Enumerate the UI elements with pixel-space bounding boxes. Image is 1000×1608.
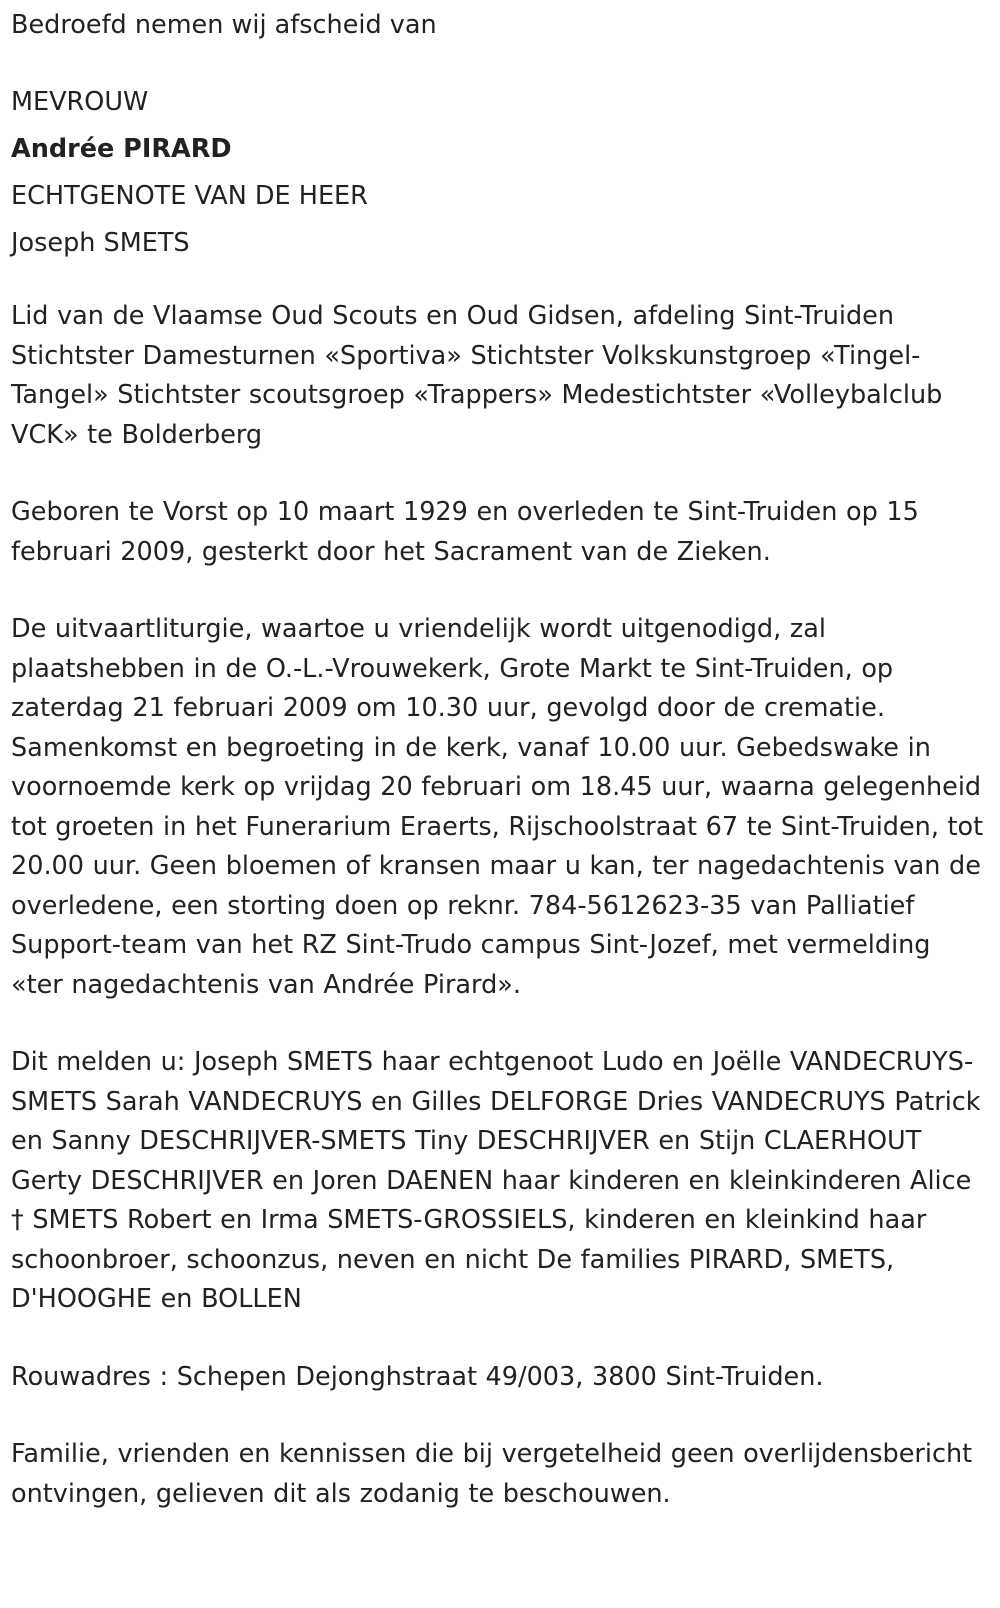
address-paragraph: Rouwadres : Schepen Dejonghstraat 49/003, 3800 Sint-Truiden. <box>11 1361 824 1392</box>
spacer <box>11 455 990 493</box>
birth-death-paragraph: Geboren te Vorst op 10 maart 1929 en overleden te Sint-Truiden op 15 februari 2009, gesterkt door het Sacrament van de Zieken. <box>11 497 919 567</box>
closing-paragraph: Familie, vrienden en kennissen die bij vergetelheid geen overlijdensbericht ontvingen, gelieven dit als zodanig te beschouwen. <box>11 1439 973 1509</box>
spacer <box>11 1320 990 1358</box>
spacer <box>11 572 990 610</box>
deceased-name: Andrée PIRARD <box>11 134 232 164</box>
spouse-label: ECHTGENOTE VAN DE HEER <box>11 181 368 211</box>
intro-text: Bedroefd nemen wij afscheid van <box>11 10 437 40</box>
obituary-page <box>0 2 1000 1608</box>
family-paragraph: Dit melden u: Joseph SMETS haar echtgenoot Ludo en Joëlle VANDECRUYS-SMETS Sarah VANDECRUYS en Gilles DELFORGE Dries VANDECRUYS Patrick en Sanny DESCHRIJVER-SMETS Tiny DESCHRIJVER en Stijn CLAERHOUT Gerty DESCHRIJVER en Joren DAENEN haar kinderen en kleinkinderen Alice † SMETS Robert en Irma SMETS-GROSSIELS, kinderen en kleinkind haar schoonbroer, schoonzus, neven en nicht De families PIRARD, SMETS, D'HOOGHE en BOLLEN <box>11 1047 981 1314</box>
spacer <box>11 1397 990 1435</box>
spouse-name: Joseph SMETS <box>11 228 190 258</box>
funeral-paragraph: De uitvaartliturgie, waartoe u vriendelijk wordt uitgenodigd, zal plaatshebben in de O.-L.-Vrouwekerk, Grote Markt te Sint-Truiden, op zaterdag 21 februari 2009 om 10.30 uur, gevolgd door de crematie. Samenkomst en begroeting in de kerk, vanaf 10.00 uur. Gebedswake in voornoemde kerk op vrijdag 20 februari om 18.45 uur, waarna gelegenheid tot groeten in het Funerarium Eraerts, Rijschoolstraat 67 te Sint-Truiden, tot 20.00 uur. Geen bloemen of kransen maar u kan, ter nagedachtenis van de overledene, een storting doen op reknr. 784-5612623-35 van Palliatief Support-team van het RZ Sint-Trudo campus Sint-Jozef, met vermelding «ter nagedachtenis van Andrée Pirard». <box>11 614 984 1000</box>
title-prefix: MEVROUW <box>11 87 149 117</box>
affiliations-paragraph: Lid van de Vlaamse Oud Scouts en Oud Gidsen, afdeling Sint-Truiden Stichtster Damesturnen «Sportiva» Stichtster Volkskunstgroep «Tingel-Tangel» Stichtster scoutsgroep «Trappers» Medestichtster «Volleybalclub VCK» te Bolderberg <box>11 301 943 450</box>
spacer <box>11 267 990 297</box>
spacer <box>11 49 990 79</box>
spacer <box>11 1005 990 1043</box>
